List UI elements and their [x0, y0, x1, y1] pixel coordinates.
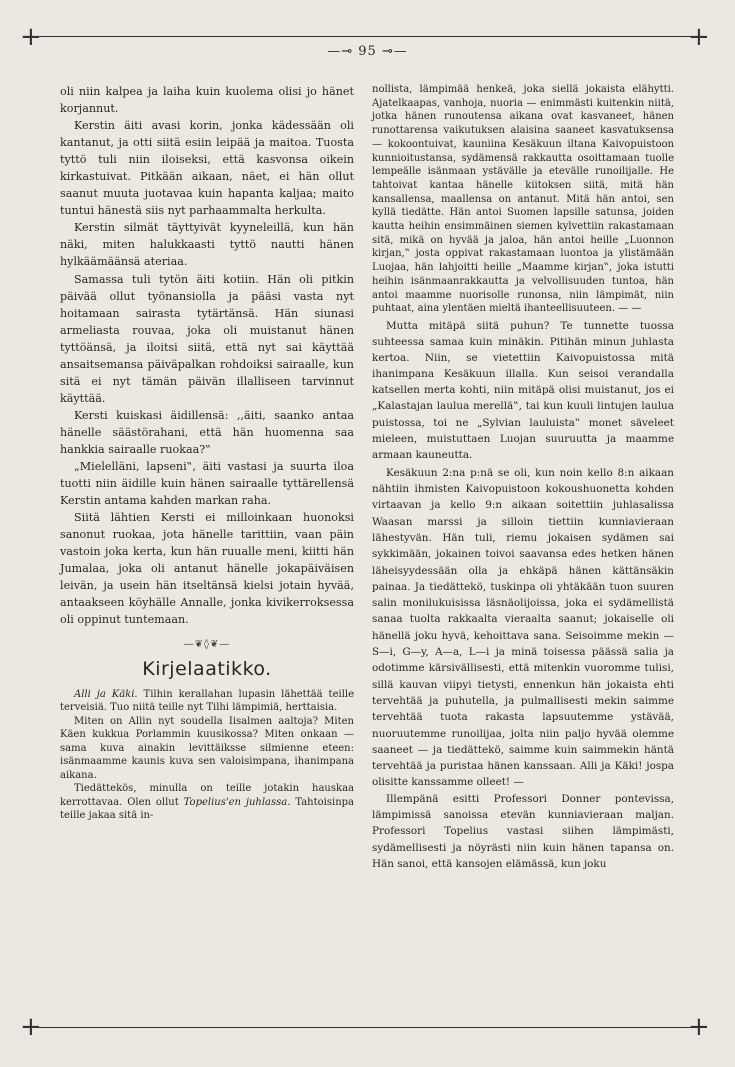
paragraph: Mutta mitäpä siitä puhun? Te tunnette tuossa suhteessa samaa kuin minäkin. Pitihän minun juhlasta kertoa. Niin, se vietettiin Kaivopuistossa mitä ihanimpana Kesäkuun illalla. Kun seisoi verandalla katsellen merta kohti, niin mitäpä olisi muistanut, jos ei „Kalastajan laulua merellä‟, tai kun kuuli lintujen laulua puistossa, toi ne „Sylvian lauluista‟ monet säveleet mieleen, muistuttaen Luojan suuruutta ja maamme armaan kauneutta.	[372, 319, 674, 461]
paragraph: nollista, lämpimää henkeä, joka siellä jokaista elähytti. Ajatelkaapas, vanhoja, nuoria — enimmästi kuitenkin niitä, jotka hänen runoutensa aikana ovat kasvaneet, hänen runottarensa vaikutuksen alaisina saaneet kasvatuksensa — kokoontuivat, kauniina Kesäkuun iltana Kaivopuistoon kunnioitustansa, sydämensä rakkautta osoittamaan tuolle lempeälle isänmaan ystävälle ja etevälle runoilijalle. He tahtoivat kantaa hänelle kiitoksen siitä, mitä hän kansallensa, maallensa on antanut. Mitä hän antoi, sen kyllä tiedätte. Hän antoi Suomen lapsille satunsa, joiden kautta heihin ensimmäinen siemen kylvettiin rakastamaan sitä, mikä on hyvää ja jaloa, hän antoi heille „Luonnon kirjan,‟ josta oppivat rakastamaan luontoa ja ylistämään Luojaa, hän lahjoitti heille „Maamme kirjan‟, joka istutti heihin isänmaanrakkautta ja velvollisuuden tuntoa, hän antoi maamme nuorisolle runonsa, niin lämpimät, niin puhtaat, aina ylentäen mieltä ihanteellisuuteen. — —	[372, 84, 674, 315]
letter-text: Tiedättekös, minulla on teille jotakin hauskaa kerrottavaa. Olen ollut	[60, 783, 354, 808]
bottom-border-rule	[30, 1027, 706, 1028]
section-divider-ornament: —❦◊❦—	[183, 638, 231, 650]
page-number: —⊸ 95 ⊸—	[327, 44, 408, 59]
letters-text	[60, 688, 354, 823]
letter-paragraph	[60, 782, 354, 823]
paragraph: Kerstin silmät täyttyivät kyyneleillä, kun hän näki, miten halukkaasti tyttö nautti hänen hylkäämäänsä ateriaa.	[60, 221, 354, 269]
crop-mark-icon: +	[20, 1012, 42, 1042]
letter-paragraph: Miten on Allin nyt soudella Iisalmen aaltoja? Miten Käen kukkua Porlammin kuusikossa? Miten onkaan — sama kuva ainakin levittäiksse silmienne eteen: isänmaamme kaunis kuva sen valoisimpana, ihanimpana aikana.	[60, 715, 354, 781]
letter-addressee: Alli ja Käki.	[74, 688, 138, 700]
letter-paragraph	[60, 688, 354, 715]
paragraph: Illempänä esitti Professori Donner pontevissa, lämpimissä sanoissa etevän kunniavieraan maljan. Professori Topelius vastasi siihen lämpimästi, sydämellisesti ja nöyrästi niin kuin hänen tapansa on. Hän sanoi, että kansojen elämässä, kun joku	[372, 792, 674, 870]
top-border-rule	[30, 36, 706, 37]
paragraph: oli niin kalpea ja laiha kuin kuolema olisi jo hänet korjannut.	[60, 85, 354, 116]
section-title: Kirjelaatikko.	[142, 657, 272, 680]
letter-bottom	[372, 465, 674, 872]
paragraph: Siitä lähtien Kersti ei milloinkaan huonoksi sanonut ruokaa, jota hänelle tarittiin, vaan päin vastoin joka kerta, kun hän ruualle meni, kiitti hän Jumalaa, joka oli antanut hänelle jokapäiväisen leivän, ja usein hän itseltänsä kielsi jotain hyvää, antaakseen köyhälle Annalle, jonka kivikerroksessa oli oppinut tuntemaan.	[60, 511, 354, 627]
letter-text: Tilhin kerallahan lupasin lähettää teille terveisiä. Tuo niitä teille nyt Tilhi lämpimiä, herttaisia.	[60, 688, 355, 713]
left-column	[60, 83, 354, 823]
paragraph: Kersti kuiskasi äidillensä: ,,äiti, saanko antaa hänelle säästörahani, että hän huomenna saa hankkia sairaalle ruokaa?‟	[60, 408, 354, 456]
crop-mark-icon: +	[20, 22, 42, 52]
letter-text: Tahtoisinpa teille jakaa sitä in-	[60, 796, 354, 821]
paragraph: „Mielelläni, lapseni‟, äiti vastasi ja suurta iloa tuotti niin äidille kuin hänen sairaalle tyttärellensä Kerstin antama kahden markan raha.	[60, 460, 354, 508]
right-column	[372, 83, 674, 872]
paragraph: Kerstin äiti avasi korin, jonka kädessään oli kantanut, ja otti siitä esiin leipää ja maitoa. Tuosta tyttö tuli niin iloiseksi, että kasvonsa oikein kirkastuivat. Pitkään aikaan, näet, ei hän ollut saanut muuta juotavaa kuin hapanta kaljaa; maito tuntui hänestä siis nyt parhaammalta herkulta.	[60, 119, 354, 218]
crop-mark-icon: +	[688, 1012, 710, 1042]
paragraph: Samassa tuli tytön äiti kotiin. Hän oli pitkin päivää ollut työnansiolla ja pääsi vasta nyt hoitamaan sairasta tytärtänsä. Hän siunasi armeliasta rouvaa, joka oli muistanut hänen tyttöänsä, ja iloitsi siitä, että nyt sai käyttää ansaitsemansa päiväpalkan rohdoiksi sairaalle, kun sitä ei nyt tämän päivän illalliseen tarvinnut käyttää.	[60, 272, 354, 405]
crop-mark-icon: +	[688, 22, 710, 52]
story-text	[60, 83, 354, 629]
letter-middle	[372, 318, 674, 463]
letter-italic: Topelius'en juhlassa.	[183, 796, 291, 808]
letter-continuation	[372, 83, 674, 316]
paragraph: Kesäkuun 2:na p:nä se oli, kun noin kello 8:n aikaan nähtiin ihmisten Kaivopuistoon kokoushuonetta kohden virtaavan ja kello 9:n aikaan soitettiin juhlasalissa Waasan marssi ja silloin tiettiin kunniavieraan lähestyvän. Hän tuli, riemu jokaisen sydämen sai sykkimään, jokainen toivoi saavansa edes hetken hänen läheisyydessään olla ja ehkäpä hänen kättänsäkin painaa. Ja tiedättekö, tuskinpa oli yhtäkään tuon suuren salin monilukuisissa läsnäolijoissa, joka ei sydämellistä sanaa tuolta rakkaalta vieraalta saanut; jokaiselle oli hänellä joku hyvä, kehoittava sana. Seisoimme mekin — S—i, G—y, A—a, L—i ja minä toisessa päässä salia ja odotimme kärsivällisesti, että mitenkin vuoromme tulisi, sillä kauvan viipyi tietysti, ennenkun hän jokaista ehti tervehtää ja puhutella, ja pulmallisesti mekin saimme tervehtää tuota rakasta lapsuutemme ystävää, nuoruutemme runoilijaa, jolta niin paljo hyvää olemme saaneet — ja tiedättekö, saimme kuin saimmekin häntä tervehtää ja puristaa hänen kanssaan. Alli ja Käki! jospa olisitte kanssamme olleet! —	[372, 466, 674, 789]
